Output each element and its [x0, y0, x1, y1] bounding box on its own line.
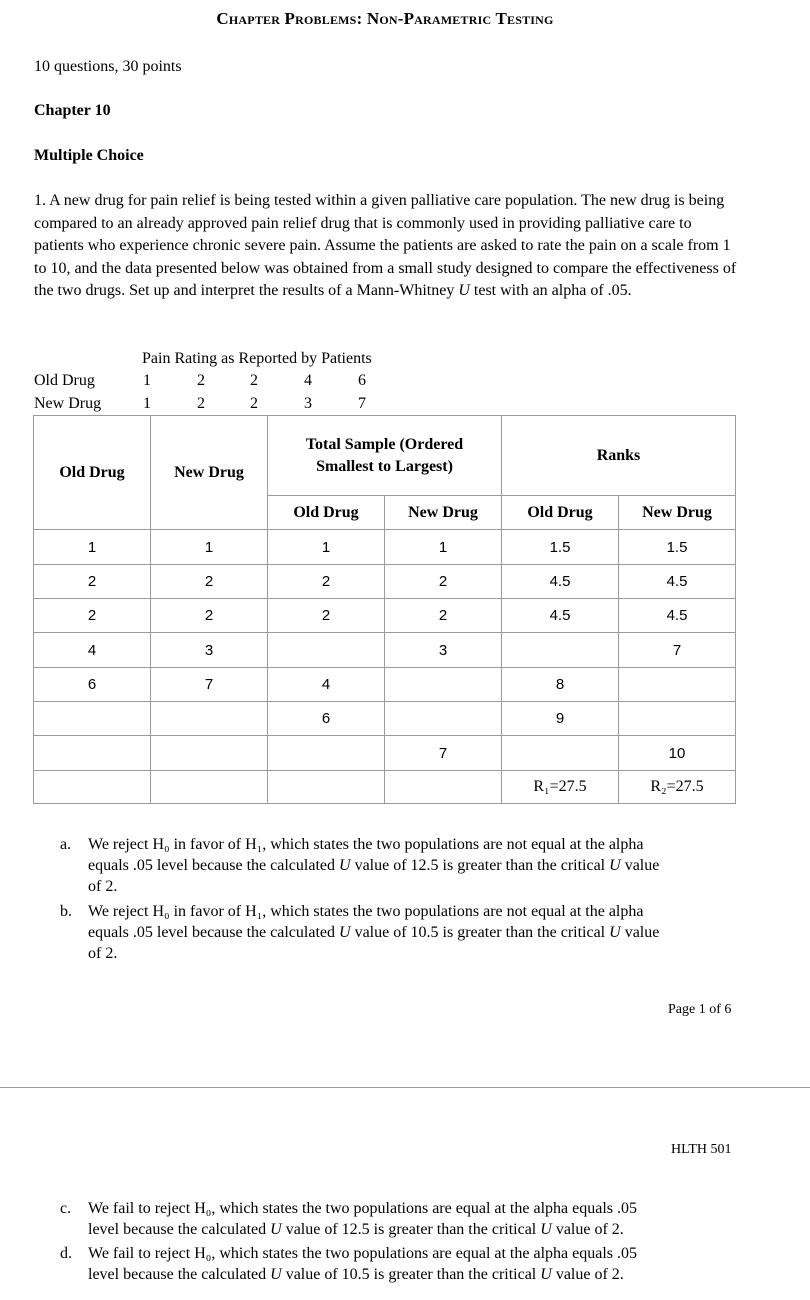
table-cell: 7: [385, 736, 502, 771]
table-cell: 6: [34, 668, 151, 702]
table-cell: [34, 736, 151, 771]
table-cell: 4.5: [619, 599, 736, 633]
page-title: Chapter Problems: Non-Parametric Testing: [216, 9, 554, 28]
option-text: We fail to reject H₀, which states the two populations are equal at the alpha equals .05 level because the calculated U value of 12.5 is greater than the critical U value of 2.: [88, 1200, 637, 1238]
table-cell: [34, 702, 151, 736]
option-text: We reject H₀ in favor of H₁, which states the two populations are not equal at the alpha equals .05 level because the calculated U value of 10.5 is greater than the critical U value of 2.: [88, 903, 660, 962]
rank-sum-new: R₂=27.5: [619, 771, 736, 804]
table-cell: 2: [268, 599, 385, 633]
table-sum-row: [34, 771, 736, 804]
table-cell: 4.5: [502, 565, 619, 599]
table-cell: 4: [268, 668, 385, 702]
table-cell: [502, 736, 619, 771]
option-d[interactable]: [60, 1243, 750, 1287]
page-header-course: HLTH 501: [671, 1142, 732, 1157]
ratings-row-label-new: New Drug: [34, 395, 102, 412]
option-label: c.: [60, 1200, 72, 1217]
table-row: [34, 702, 736, 736]
ratings-heading: Pain Rating as Reported by Patients: [142, 350, 372, 367]
table-cell: [151, 736, 268, 771]
table-row: [34, 599, 736, 633]
table-row: [34, 530, 736, 565]
rating-value: 1: [143, 395, 151, 412]
table-row: [34, 668, 736, 702]
rating-value: 1: [143, 372, 151, 389]
subheader-rank-old: Old Drug: [502, 496, 619, 530]
table-body: [34, 530, 736, 804]
rating-value: 3: [304, 395, 312, 412]
rating-value: 2: [197, 372, 205, 389]
chapter-heading: Chapter 10: [34, 102, 111, 119]
page-divider: [0, 1087, 810, 1088]
table-cell: 3: [385, 633, 502, 668]
header-new-drug: New Drug: [151, 416, 268, 530]
table-cell: 4.5: [619, 565, 736, 599]
rating-value: 2: [197, 395, 205, 412]
section-heading: Multiple Choice: [34, 147, 144, 164]
subheader-total-new: New Drug: [385, 496, 502, 530]
table-cell: 4.5: [502, 599, 619, 633]
option-label: d.: [60, 1245, 72, 1262]
table-cell: [268, 736, 385, 771]
u-symbol: U: [458, 282, 470, 300]
question-text: [34, 190, 744, 303]
option-b[interactable]: [60, 901, 750, 967]
rating-value: 6: [358, 372, 366, 389]
table-cell: 2: [151, 599, 268, 633]
table-cell: [619, 702, 736, 736]
table-cell: [385, 702, 502, 736]
rating-value: 2: [250, 395, 258, 412]
question-body: 1. A new drug for pain relief is being tested within a given palliative care population. The new drug is being compared to an already approved pain relief drug that is commonly used in providing palliative care to patients who experience chronic severe pain. Assume the patients are asked to rate the pain on a scale from 1 to 10, and the data presented below was obtained from a small study designed to compare the effectiveness of the two drugs. Set up and interpret the results of a Mann-Whitney: [34, 192, 737, 300]
table-cell: 2: [268, 565, 385, 599]
header-ranks: Ranks: [502, 416, 736, 496]
table-cell: [619, 668, 736, 702]
subheader-rank-new: New Drug: [619, 496, 736, 530]
option-text: We reject H₀ in favor of H₁, which states the two populations are not equal at the alpha equals .05 level because the calculated U value of 12.5 is greater than the critical U value of 2.: [88, 836, 660, 895]
table-cell: [502, 633, 619, 668]
table-row: [34, 633, 736, 668]
table-cell: 1.5: [502, 530, 619, 565]
table-cell: 1: [34, 530, 151, 565]
table-row: [34, 565, 736, 599]
table-cell: 4: [34, 633, 151, 668]
rating-value: 2: [250, 372, 258, 389]
header-old-drug: Old Drug: [34, 416, 151, 530]
table-cell: 1: [268, 530, 385, 565]
page-number: Page 1 of 6: [668, 1002, 732, 1017]
table-cell: 8: [502, 668, 619, 702]
subheader-total-old: Old Drug: [268, 496, 385, 530]
table-cell: 1.5: [619, 530, 736, 565]
question-count: 10 questions, 30 points: [34, 58, 182, 75]
option-label: b.: [60, 903, 72, 920]
option-c[interactable]: [60, 1198, 750, 1242]
table-cell: 1: [151, 530, 268, 565]
table-cell: 2: [385, 565, 502, 599]
table-cell: 7: [151, 668, 268, 702]
option-a[interactable]: [60, 834, 750, 900]
rating-value: 4: [304, 372, 312, 389]
table-cell: [151, 702, 268, 736]
table-cell: 7: [619, 633, 736, 668]
option-text: We fail to reject H₀, which states the two populations are equal at the alpha equals .05 level because the calculated U value of 10.5 is greater than the critical U value of 2.: [88, 1245, 637, 1283]
header-total-sample: Total Sample (Ordered Smallest to Largest): [268, 416, 502, 496]
ratings-row-label-old: Old Drug: [34, 372, 95, 389]
option-label: a.: [60, 836, 72, 853]
table-cell: 2: [34, 565, 151, 599]
table-cell: 1: [385, 530, 502, 565]
question-tail: test with an alpha of .05.: [473, 282, 632, 300]
table-cell: [385, 668, 502, 702]
table-cell: 2: [385, 599, 502, 633]
rank-sum-old: R₁=27.5: [502, 771, 619, 804]
table-cell: 2: [151, 565, 268, 599]
table-cell: 10: [619, 736, 736, 771]
table-cell: [268, 633, 385, 668]
ranks-table: [33, 415, 736, 804]
table-cell: 3: [151, 633, 268, 668]
table-cell: 6: [268, 702, 385, 736]
table-cell: 2: [34, 599, 151, 633]
table-row: [34, 736, 736, 771]
table-cell: 9: [502, 702, 619, 736]
rating-value: 7: [358, 395, 366, 412]
